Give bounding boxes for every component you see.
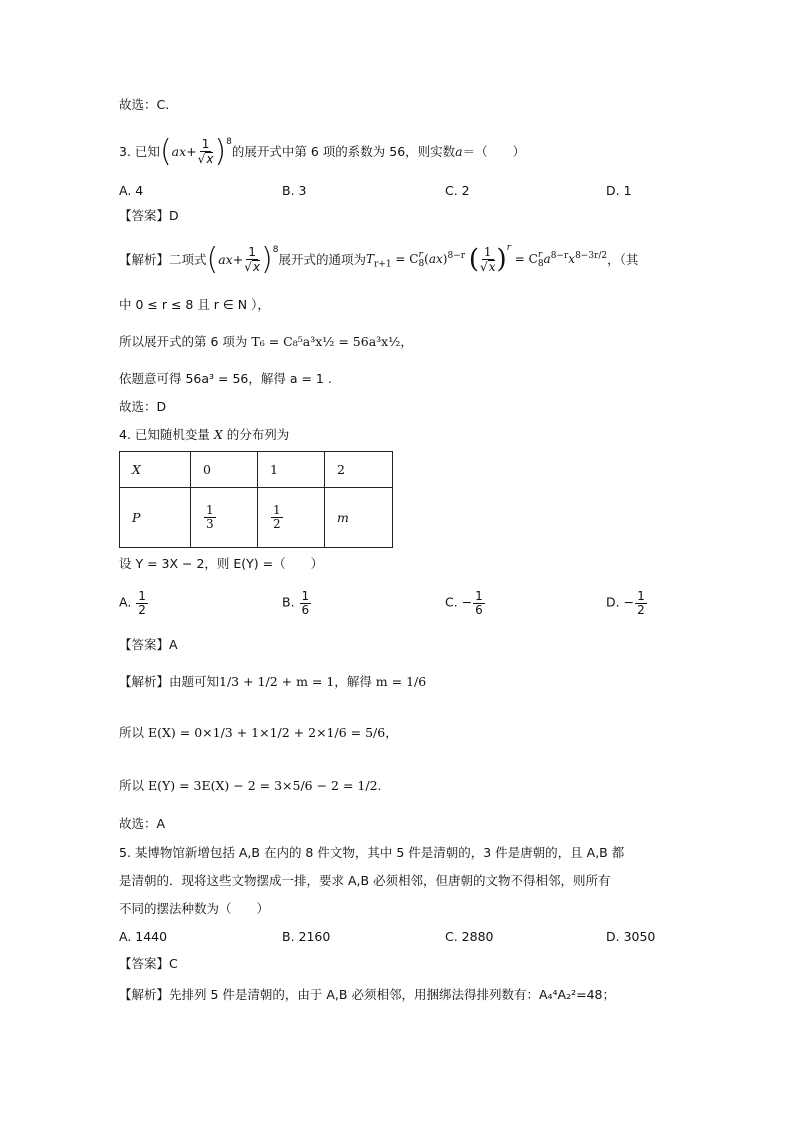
q3-choice: 故选：D [119, 399, 167, 414]
table-cell-p0: $\frac{1}{3}$ [191, 488, 258, 548]
table-header-cell: X [120, 452, 191, 488]
right-paren: ) [214, 134, 227, 169]
table-row [120, 488, 393, 548]
q5-option-a: A. 1440 [119, 929, 168, 944]
table-header-cell: 0 [191, 452, 258, 488]
general-term-formula: $T_{r+1} = C$ r 8 (ax)$^{8-r}$ ( $\frac{1}{√x}$ )$^r$ = C r 8 $a^{8-r}x^{8-3r/2}$ [365, 243, 608, 275]
q4-ey-formula: E(Y) = 3E(X) − 2 = 3×5/6 − 2 = 1/2. [148, 778, 382, 793]
q5-option-b: B. 2160 [282, 929, 331, 944]
q4-stem [119, 426, 289, 444]
q4-option-c: C. − $\frac{1}{6}$ [445, 589, 483, 617]
q3-t6-formula: T₆ = C₈⁵a³x½ = 56a³x½， [251, 334, 413, 349]
q3-stem: 3. 已知 ( ax + $\frac{1}{√x}$ ) 8 的展开式中第 6 项的系数为 56，则实数 a ＝（ ） [119, 134, 526, 169]
q3-analysis-label: 【解析】二项式 [119, 252, 207, 267]
right-paren: ) [261, 242, 273, 277]
table-header-cell: 2 [325, 452, 393, 488]
q4-question: 设 Y = 3X − 2，则 E(Y) =（ ） [119, 556, 324, 571]
q3-option-c: C. 2 [445, 183, 470, 198]
q4-ex-formula: E(X) = 0×1/3 + 1×1/2 + 2×1/6 = 5/6， [148, 725, 398, 740]
q3-option-b: B. 3 [282, 183, 307, 198]
table-header-cell: 1 [258, 452, 325, 488]
q3-analysis-end: ，（其 [607, 252, 639, 267]
q3-fraction: $\frac{1}{√x}$ [197, 137, 214, 166]
q3-option-d: D. 1 [606, 183, 632, 198]
q4-ex-pre: 所以 [119, 725, 145, 740]
table-header-row [120, 452, 393, 488]
q5-line-1: 5. 某博物馆新增包括 A,B 在内的 8 件文物，其中 5 件是清朝的，3 件是唐朝的，且 A,B 都 [119, 845, 625, 860]
q5-line-2: 是清朝的．现将这些文物摆成一排，要求 A,B 必须相邻，但唐朝的文物不得相邻，则所有 [119, 873, 611, 888]
q3-solve-line: 依题意可得 56a³ = 56，解得 a = 1 . [119, 371, 332, 386]
q5-answer: 【答案】C [119, 956, 178, 971]
q3-t6-line [119, 333, 413, 351]
q3-t6-pre: 所以展开式的第 6 项为 [119, 334, 248, 349]
left-paren: ( [206, 242, 219, 277]
q4-ex-line [119, 724, 398, 742]
q4-analysis-eq: 1/3 + 1/2 + m = 1，解得 m = 1/6 [219, 674, 427, 689]
q5-option-d: D. 3050 [606, 929, 656, 944]
q5-option-c: C. 2880 [445, 929, 494, 944]
q4-ey-line [119, 777, 382, 795]
left-paren: ( [159, 134, 172, 169]
q3-var: a [455, 144, 463, 159]
q3-pre-text: 已知 [134, 144, 160, 159]
table-cell-p1: $\frac{1}{2}$ [258, 488, 325, 548]
table-cell-p2: m [325, 488, 393, 548]
q4-option-a: A. $\frac{1}{2}$ [119, 589, 146, 617]
q4-analysis-line [119, 665, 426, 699]
q3-post-text: 的展开式中第 6 项的系数为 56，则实数 [231, 144, 456, 159]
q3-analysis-line: 【解析】二项式 ( ax + $\frac{1}{√x}$ ) 8 展开式的通项为 $T_{r+1} = C$ r 8 (ax)$^{8-r}$ ( $\frac{1}{√x}$ )$^r$ = C r 8 $a^{8-r}x^{8-3r/2}$ ，（其 [119, 242, 639, 277]
q4-analysis-label: 【解析】由题可知 [119, 674, 220, 689]
q3-blank: ＝（ ） [462, 144, 526, 159]
q3-answer: 【答案】D [119, 208, 179, 223]
q3-option-a: A. 4 [119, 183, 144, 198]
q5-analysis: 【解析】先排列 5 件是清朝的，由于 A,B 必须相邻，用捆绑法得排列数有：A₄⁴A₂²=48； [119, 987, 615, 1002]
q3-number: 3. [119, 144, 131, 159]
q4-ey-pre: 所以 [119, 778, 145, 793]
q4-title-var: X [213, 427, 223, 442]
q4-option-b: B. $\frac{1}{6}$ [282, 589, 310, 617]
q3-exponent: 8 [226, 137, 232, 147]
q3-analysis-mid: 展开式的通项为 [278, 252, 366, 267]
q4-option-d: D. − $\frac{1}{2}$ [606, 589, 645, 617]
distribution-table [119, 451, 393, 548]
q5-line-3: 不同的摆法种数为（ ） [119, 901, 270, 916]
fraction: $\frac{1}{√x}$ [244, 245, 260, 274]
q4-title-post: 的分布列为 [226, 427, 290, 442]
q4-answer: 【答案】A [119, 637, 178, 652]
prev-choice-text: 故选：C. [119, 97, 170, 112]
q4-choice: 故选：A [119, 816, 166, 831]
q4-title-pre: 4. 已知随机变量 [119, 427, 210, 442]
q3-range-line: 中 0 ≤ r ≤ 8 且 r ∈ N ）， [119, 297, 270, 312]
table-row-label: P [120, 488, 191, 548]
